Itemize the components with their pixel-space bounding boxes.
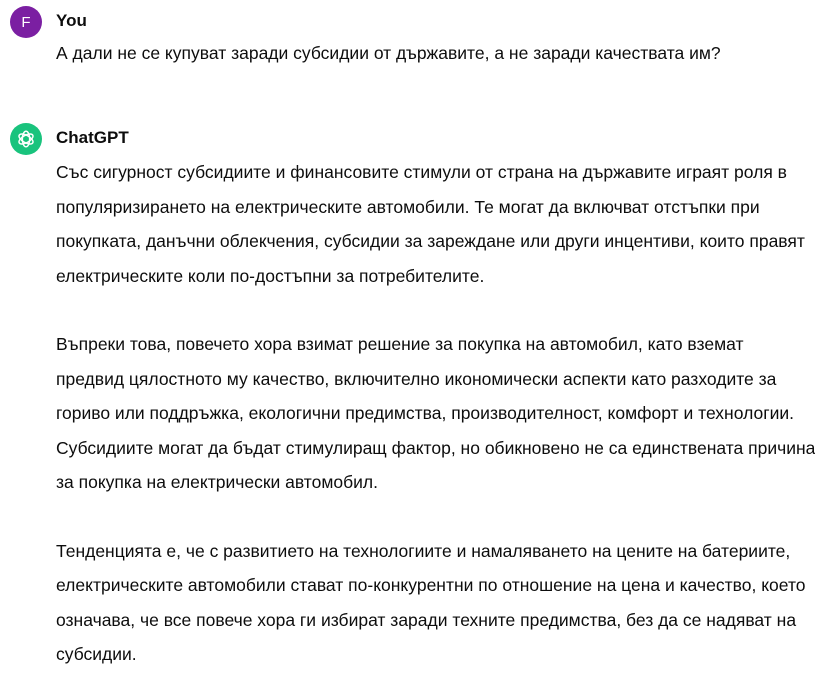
assistant-author-name: ChatGPT (56, 128, 129, 147)
assistant-paragraph-3: Тенденцията е, че с развитието на технологиите и намаляването на цените на батериите, електрическите автомобили стават по-конкурентни по отношение на цена и качество, което означава, че все повече хора ги избират заради техните предимства, без да се надяват на субсидии. (56, 540, 806, 664)
assistant-paragraph-2: Въпреки това, повечето хора взимат решение за покупка на автомобил, като вземат предвид цялостното му качество, включително икономически аспекти като разходите за гориво или поддръжка, екологични предимства, производителност, комфорт и технологии. Субсидиите могат да бъдат стимулиращ фактор, но обикновено не са единствената причина за покупка на електрически автомобил. (56, 334, 815, 492)
assistant-avatar (10, 123, 42, 155)
assistant-paragraph-1: Със сигурност субсидиите и финансовите стимули от страна на държавите играят роля в популяризирането на електрическите автомобили. Те могат да включват отстъпки при покупката, данъчни облекчения, субсидии за зареждане или други инцентиви, които правят електрическите коли по-достъпни за потребителите. (56, 162, 805, 286)
assistant-message-body (56, 155, 815, 681)
user-author-name: You (56, 11, 87, 30)
openai-logo-icon (15, 128, 37, 150)
user-avatar (10, 6, 42, 38)
user-message-text: А дали не се купуват заради субсидии от държавите, а не заради качествата им? (56, 43, 721, 63)
user-avatar-initial: F (21, 13, 31, 31)
